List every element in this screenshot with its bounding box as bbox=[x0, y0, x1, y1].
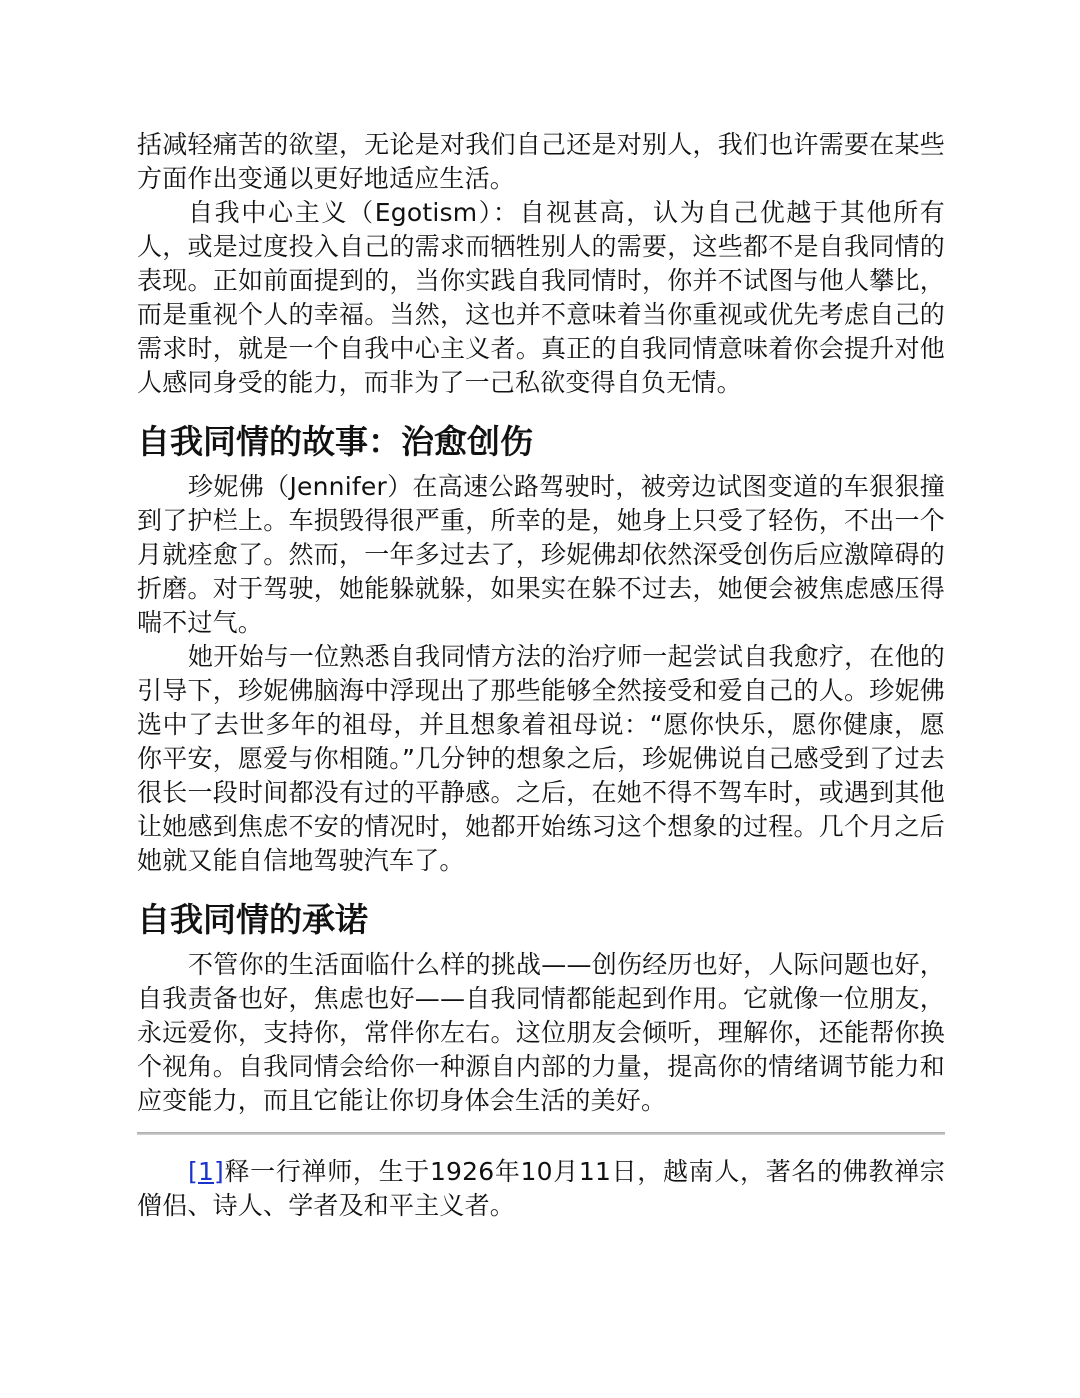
body-paragraph-egotism: 自我中心主义（Egotism）：自视甚高，认为自己优越于其他所有人，或是过度投入自己的需求而牺牲别人的需要，这些都不是自我同情的表现。正如前面提到的，当你实践自我同情时，你并不试图与他人攀比，而是重视个人的幸福。当然，这也并不意味着当你重视或优先考虑自己的需求时，就是一个自我中心主义者。真正的自我同情意味着你会提升对他人感同身受的能力，而非为了一己私欲变得自负无情。 bbox=[137, 198, 945, 397]
body-paragraph: 不管你的生活面临什么样的挑战——创伤经历也好，人际问题也好，自我责备也好，焦虑也好——自我同情都能起到作用。它就像一位朋友，永远爱你，支持你，常伴你左右。这位朋友会倾听，理解你，还能帮你换个视角。自我同情会给你一种源自内部的力量，提高你的情绪调节能力和应变能力，而且它能让你切身体会生活的美好。 bbox=[137, 950, 945, 1115]
body-paragraph: 珍妮佛（Jennifer）在高速公路驾驶时，被旁边试图变道的车狠狠撞到了护栏上。车损毁得很严重，所幸的是，她身上只受了轻伤，不出一个月就痊愈了。然而，一年多过去了，珍妮佛却依然深受创伤后应激障碍的折磨。对于驾驶，她能躲就躲，如果实在躲不过去，她便会被焦虑感压得喘不过气。 bbox=[137, 472, 945, 637]
body-paragraph: 括减轻痛苦的欲望，无论是对我们自己还是对别人，我们也许需要在某些方面作出变通以更好地适应生活。 bbox=[137, 130, 945, 193]
section-heading-healing-story: 自我同情的故事：治愈创伤 bbox=[137, 422, 533, 461]
footnote bbox=[137, 1155, 945, 1223]
footnote-link[interactable]: [1] bbox=[188, 1157, 225, 1186]
body-paragraph: 她开始与一位熟悉自我同情方法的治疗师一起尝试自我愈疗，在他的引导下，珍妮佛脑海中浮现出了那些能够全然接受和爱自己的人。珍妮佛选中了去世多年的祖母，并且想象着祖母说：“愿你快乐，愿你健康，愿你平安，愿爱与你相随。”几分钟的想象之后，珍妮佛说自己感受到了过去很长一段时间都没有过的平静感。之后，在她不得不驾车时，或遇到其他让她感到焦虑不安的情况时，她都开始练习这个想象的过程。几个月之后她就又能自信地驾驶汽车了。 bbox=[137, 642, 945, 875]
document-page bbox=[137, 128, 945, 1223]
section-heading-promise: 自我同情的承诺 bbox=[137, 900, 368, 939]
footnote-text: 释一行禅师，生于1926年10月11日，越南人，著名的佛教禅宗僧侣、诗人、学者及和平主义者。 bbox=[137, 1157, 945, 1220]
footnote-divider bbox=[137, 1132, 945, 1135]
